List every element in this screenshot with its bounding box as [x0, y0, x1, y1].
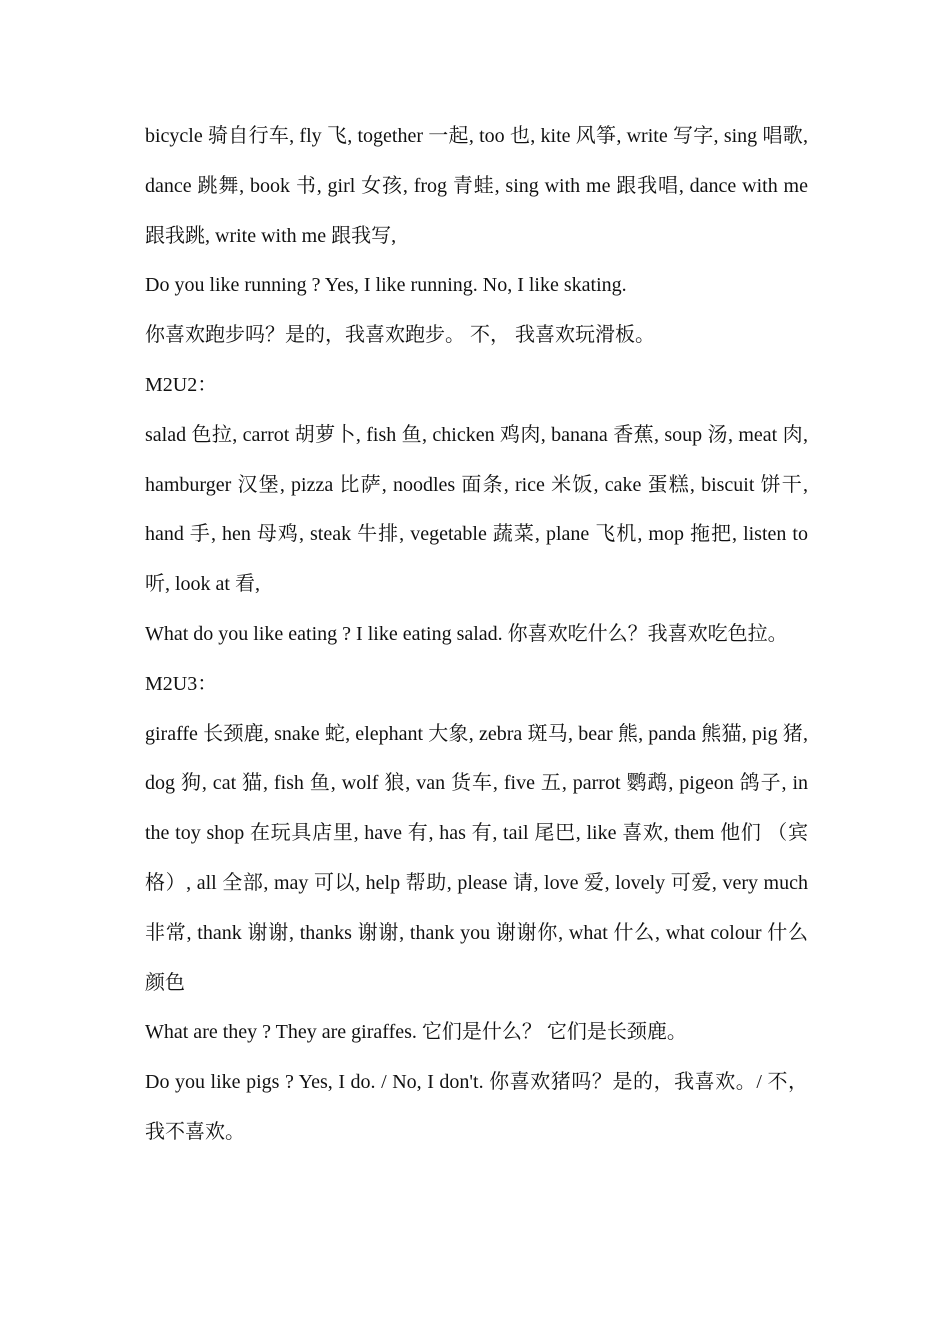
document-page: [145, 112, 808, 1158]
section-heading-m2u3: M2U3：: [145, 672, 218, 695]
vocabulary-m2u1-words: bicycle 骑自行车, fly 飞, together 一起, too 也, kite 风筝, write 写字, sing 唱歌, dance 跳舞, book 书, girl 女孩, frog 青蛙, sing with me 跟我唱, dance with me 跟我跳, write with me 跟我写,: [145, 125, 808, 247]
sentence-running-translation: 你喜欢跑步吗？是的，我喜欢跑步。 不， 我喜欢玩滑板。: [145, 324, 655, 347]
sentence-pigs-question: Do you like pigs ? Yes, I do. / No, I don't. 你喜欢猪吗？是的，我喜欢。/ 不， 我不喜欢。: [145, 1071, 808, 1143]
vocabulary-m2u2-words: salad 色拉, carrot 胡萝卜, fish 鱼, chicken 鸡肉, banana 香蕉, soup 汤, meat 肉, hamburger 汉堡, pizza 比萨, noodles 面条, rice 米饭, cake 蛋糕, biscuit 饼干, hand 手, hen 母鸡, steak 牛排, vegetable 蔬菜, plane 飞机, mop 拖把, listen to 听, look at 看,: [145, 423, 808, 596]
sentence-giraffes-question: What are they ? They are giraffes. 它们是什么？ 它们是长颈鹿。: [145, 1021, 687, 1044]
sentence-running-question: Do you like running ? Yes, I like running. No, I like skating.: [145, 274, 627, 297]
section-heading-m2u2: M2U2：: [145, 373, 218, 396]
vocabulary-m2u3-words: giraffe 长颈鹿, snake 蛇, elephant 大象, zebra 斑马, bear 熊, panda 熊猫, pig 猪, dog 狗, cat 猫, fish 鱼, wolf 狼, van 货车, five 五, parrot 鹦鹉, pigeon 鸽子, in the toy shop 在玩具店里, have 有, has 有, tail 尾巴, like 喜欢, them 他们 （宾格）, all 全部, may 可以, help 帮助, please 请, love 爱, lovely 可爱, very much 非常, thank 谢谢, thanks 谢谢, thank you 谢谢你, what 什么, what colour 什么颜色: [145, 722, 808, 994]
sentence-eating-question: What do you like eating ? I like eating salad. 你喜欢吃什么？我喜欢吃色拉。: [145, 622, 788, 645]
